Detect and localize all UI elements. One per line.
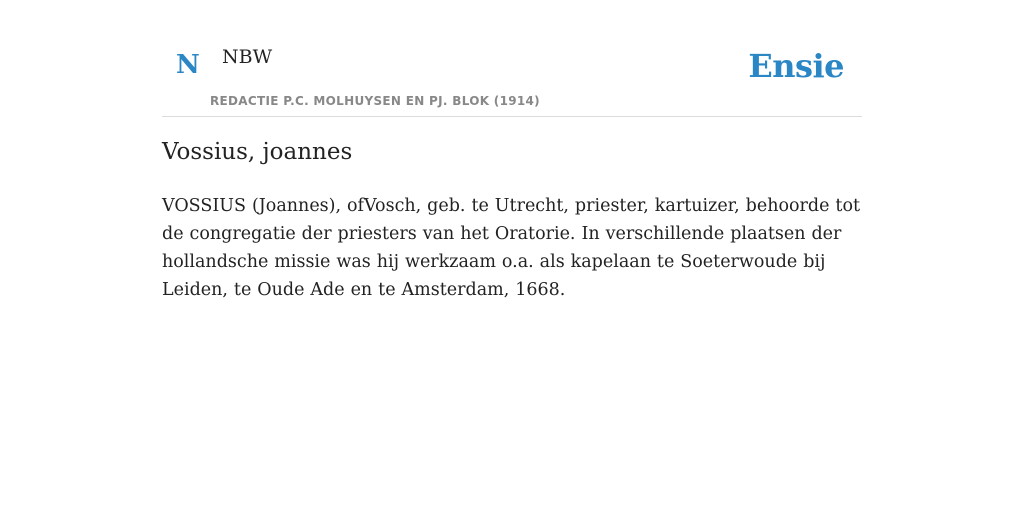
entry-body: VOSSIUS (Joannes), ofVosch, geb. te Utrecht, priester, kartuizer, behoorde tot de congregatie der priesters van het Oratorie. In verschillende plaatsen der hollandsche missie was hij werkzaam o.a. als kapelaan te Soeterwoude bij Leiden, te Oude Ade en te Amsterdam, 1668.	[162, 196, 861, 300]
source-title[interactable]: NBW	[222, 46, 273, 68]
source-header	[162, 0, 862, 117]
brand-logo[interactable]: Ensie	[748, 47, 844, 85]
entry-title: Vossius, joannes	[162, 139, 353, 165]
source-logo[interactable]: N	[176, 50, 200, 80]
source-subtitle: REDACTIE P.C. MOLHUYSEN EN PJ. BLOK (1914)	[210, 94, 540, 108]
